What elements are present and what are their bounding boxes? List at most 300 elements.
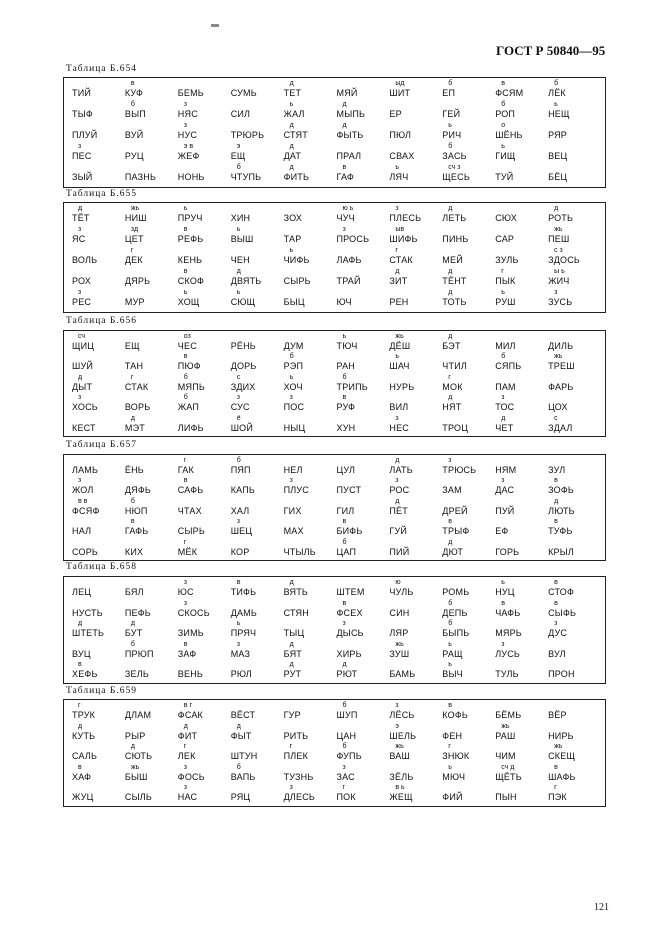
- syllable-word: ГЕЙ: [442, 109, 461, 119]
- mark-superscript: ь: [501, 143, 505, 150]
- table-cell: [72, 353, 125, 373]
- syllable-word: ФСЯМ: [495, 88, 524, 98]
- table-cell: [495, 415, 548, 435]
- table-cell: [72, 80, 125, 101]
- mark-superscript: д: [554, 497, 559, 505]
- syllable-word: ТЁТ: [72, 213, 90, 223]
- syllable-word: ГОРЬ: [495, 546, 520, 557]
- table-cell: [231, 164, 284, 185]
- table-caption: Таблица Б.657: [66, 440, 137, 450]
- syllable-word: ТУФЬ: [548, 526, 573, 537]
- syllable-word: РЯЦ: [230, 792, 251, 803]
- mark-superscript: ю ь: [342, 205, 354, 212]
- syllable-word: ПИЙ: [389, 546, 410, 557]
- syllable-word: ДЮТ: [442, 546, 464, 557]
- syllable-word: ПЕФЬ: [124, 607, 151, 618]
- table-cell: [495, 247, 548, 268]
- table-cell: [125, 80, 178, 101]
- syllable-word: ВАШ: [389, 751, 410, 762]
- mark-superscript: в: [130, 80, 135, 87]
- table-cell: [125, 498, 178, 518]
- syllable-word: ДЕПЬ: [442, 607, 468, 618]
- table-cell: [178, 80, 231, 101]
- mark-superscript: б: [448, 599, 453, 607]
- mark-superscript: ы ь: [554, 268, 565, 275]
- mark-superscript: ь: [448, 763, 452, 771]
- syllable-word: ТУЛЬ: [495, 669, 519, 680]
- mark-superscript: г: [448, 373, 451, 381]
- table-cell: [178, 477, 231, 497]
- syllable-word: СЯПЬ: [495, 361, 522, 372]
- table-cell: [72, 620, 125, 641]
- mark-superscript: г: [554, 784, 557, 792]
- table-cell: [231, 247, 284, 268]
- table-cell: [389, 641, 442, 662]
- syllable-word: КОР: [230, 546, 250, 557]
- table-cell: [337, 743, 390, 764]
- syllable-word: КАПЬ: [230, 485, 256, 496]
- table-cell: [125, 247, 178, 268]
- syllable-word: НЫЦ: [283, 422, 306, 433]
- table-cell: [389, 80, 442, 101]
- table-cell: [125, 661, 178, 682]
- table-cell: [442, 226, 495, 247]
- mark-superscript: д: [342, 661, 347, 669]
- mark-superscript: з: [78, 289, 82, 296]
- table-cell: [442, 743, 495, 764]
- table-cell: [548, 333, 601, 353]
- syllable-word: НЯТ: [442, 402, 462, 413]
- syllable-word: ПЁТ: [389, 505, 408, 516]
- syllable-word: ТРЕШ: [548, 361, 575, 372]
- syllable-word: НЯМ: [495, 465, 517, 475]
- table-cell: [495, 353, 548, 373]
- syllable-word: СУС: [230, 402, 250, 413]
- syllable-word: ДЕК: [124, 255, 143, 265]
- table-cell: [495, 122, 548, 143]
- table-cell: [442, 702, 495, 723]
- mark-superscript: ыв: [395, 226, 405, 233]
- syllable-word: БЫШ: [124, 771, 148, 782]
- mark-superscript: б: [448, 143, 453, 150]
- mark-superscript: з: [342, 620, 346, 628]
- table-cell: [231, 498, 284, 518]
- table-cell: [72, 784, 125, 805]
- mark-superscript: в: [448, 518, 453, 526]
- mark-superscript: г: [395, 247, 398, 254]
- mark-superscript: ь: [289, 373, 294, 381]
- syllable-word: ЗОХ: [283, 213, 303, 223]
- syllable-word: НУСТЬ: [72, 607, 103, 618]
- mark-superscript: з: [78, 143, 82, 150]
- syllable-word: ХИРЬ: [336, 648, 362, 659]
- mark-superscript: б: [501, 101, 506, 108]
- table-cell: [231, 122, 284, 143]
- syllable-word: ТЮЧ: [336, 341, 358, 351]
- mark-superscript: з: [554, 289, 558, 296]
- syllable-word: ФЕН: [442, 730, 463, 741]
- syllable-word: СКЕЩ: [548, 751, 576, 762]
- syllable-word: ДРЕЙ: [442, 505, 468, 516]
- table-cell: [495, 498, 548, 518]
- mark-superscript: ь: [236, 226, 241, 233]
- mark-superscript: б: [130, 101, 135, 108]
- mark-superscript: д: [395, 497, 400, 505]
- mark-superscript: ь: [395, 353, 400, 361]
- syllable-word: РЕС: [72, 297, 92, 307]
- syllable-word: РАЩ: [442, 648, 463, 659]
- syllable-word: ГУЙ: [389, 526, 408, 537]
- table-cell: [284, 394, 337, 414]
- syllable-word: БЁМЬ: [495, 710, 522, 720]
- table-cell: [72, 247, 125, 268]
- table-grid: [72, 333, 601, 436]
- syllable-word: ТИФЬ: [230, 587, 257, 597]
- mark-superscript: ь: [501, 289, 505, 296]
- mark-superscript: з: [395, 205, 399, 212]
- syllable-word: РОП: [495, 109, 516, 119]
- syllable-word: НЕС: [389, 422, 409, 433]
- table-cell: [284, 600, 337, 621]
- table-cell: [389, 477, 442, 497]
- table-cell: [231, 353, 284, 373]
- table-cell: [231, 394, 284, 414]
- mark-superscript: д: [78, 722, 83, 730]
- syllable-word: ЛЕК: [177, 751, 196, 762]
- syllable-word: ВЁР: [548, 710, 567, 720]
- syllable-word: КУТЬ: [72, 730, 96, 741]
- syllable-word: ПРЯЧ: [230, 628, 257, 639]
- syllable-word: ФУПЬ: [336, 751, 362, 762]
- table-cell: [284, 743, 337, 764]
- syllable-word: МАЗ: [230, 648, 251, 659]
- table-cell: [178, 143, 231, 164]
- syllable-word: ЖОЛ: [72, 485, 94, 496]
- table-cell: [125, 641, 178, 662]
- syllable-word: СТАК: [124, 381, 149, 392]
- table-cell: [178, 205, 231, 226]
- table-cell: [284, 661, 337, 682]
- mark-superscript: в: [130, 518, 135, 526]
- syllable-word: ДВЯТЬ: [230, 276, 262, 286]
- mark-superscript: жь: [554, 743, 563, 751]
- mark-superscript: жь: [554, 353, 563, 361]
- mark-superscript: сч: [78, 333, 86, 340]
- table-cell: [125, 477, 178, 497]
- syllable-word: ШТУН: [230, 751, 258, 762]
- syllable-word: ТАН: [124, 361, 144, 372]
- table-cell: [125, 101, 178, 122]
- mark-superscript: сч з: [448, 164, 461, 171]
- syllable-word: ЧЕС: [177, 341, 197, 351]
- table-cell: [495, 539, 548, 559]
- table-cell: [442, 353, 495, 373]
- table-cell: [72, 579, 125, 600]
- mark-superscript: з: [78, 394, 82, 402]
- table-cell: [125, 539, 178, 559]
- table-cell: [125, 743, 178, 764]
- table-cell: [442, 143, 495, 164]
- table-grid: [72, 205, 601, 312]
- syllable-word: ПЛУЙ: [72, 130, 98, 140]
- table-cell: [72, 226, 125, 247]
- table-cell: [337, 205, 390, 226]
- table-cell: [178, 164, 231, 185]
- mark-superscript: з: [501, 640, 505, 648]
- syllable-word: БЁЦ: [548, 172, 568, 182]
- mark-superscript: б: [554, 80, 559, 87]
- syllable-word: ВЕЦ: [548, 151, 568, 161]
- table-cell: [495, 333, 548, 353]
- table-cell: [548, 289, 601, 310]
- mark-superscript: з: [289, 784, 293, 792]
- syllable-word: ЗНЮК: [442, 751, 470, 762]
- syllable-word: ПИНЬ: [442, 234, 469, 244]
- syllable-word: ЦОХ: [548, 402, 568, 413]
- syllable-word: ЁНЬ: [124, 465, 144, 475]
- mark-superscript: в: [554, 763, 558, 771]
- syllable-word: ЗОФЬ: [548, 485, 574, 496]
- table-cell: [442, 620, 495, 641]
- table-cell: [495, 226, 548, 247]
- syllable-word: ТОС: [495, 402, 515, 413]
- syllable-word: МУР: [124, 297, 145, 307]
- syllable-word: ЖЕЩ: [389, 792, 413, 803]
- mark-superscript: б: [183, 394, 188, 402]
- syllable-word: РЕН: [389, 297, 409, 307]
- syllable-word: ЧЕТ: [495, 422, 514, 433]
- table-cell: [72, 205, 125, 226]
- syllable-word: ВИЛ: [389, 402, 409, 413]
- table-cell: [389, 498, 442, 518]
- table-grid: [72, 457, 601, 560]
- table-caption: Таблица Б.659: [66, 686, 137, 696]
- syllable-word: РЁНЬ: [230, 341, 256, 351]
- syllable-word: ПРОСЬ: [336, 234, 370, 244]
- mark-superscript: в: [342, 599, 347, 607]
- table-cell: [178, 723, 231, 744]
- syllable-word: НИРЬ: [548, 730, 574, 741]
- mark-superscript: д: [130, 414, 135, 422]
- table-cell: [548, 784, 601, 805]
- mark-superscript: д: [289, 164, 294, 171]
- syllable-word: ФИТ: [177, 730, 198, 741]
- table-cell: [284, 353, 337, 373]
- syllable-word: ШЕЛЬ: [389, 730, 417, 741]
- table-cell: [231, 415, 284, 435]
- table-cell: [231, 600, 284, 621]
- mark-superscript: ь: [289, 101, 294, 108]
- syllable-word: ФСЯФ: [72, 505, 100, 516]
- mark-superscript: д: [289, 661, 294, 669]
- mark-superscript: ь: [448, 122, 452, 129]
- table-cell: [548, 641, 601, 662]
- syllable-word: ЗАС: [336, 771, 355, 782]
- syllable-word: ТРОЦ: [442, 422, 469, 433]
- table-cell: [178, 289, 231, 310]
- mark-superscript: д: [342, 101, 347, 108]
- syllable-word: СВАХ: [389, 151, 415, 161]
- mark-superscript: з: [183, 784, 188, 792]
- syllable-word: РУЦ: [124, 151, 144, 161]
- mark-superscript: б: [183, 373, 188, 381]
- syllable-word: ВЯТЬ: [283, 587, 309, 597]
- mark-superscript: з: [183, 579, 188, 586]
- table-cell: [178, 661, 231, 682]
- table-cell: [231, 477, 284, 497]
- table-cell: [337, 333, 390, 353]
- syllable-word: ПЕШ: [548, 234, 570, 244]
- table-cell: [548, 518, 601, 538]
- table-cell: [125, 723, 178, 744]
- mark-superscript: з: [501, 477, 505, 485]
- mark-superscript: д: [78, 373, 83, 381]
- mark-superscript: в: [501, 80, 505, 87]
- syllable-word: ЛАТЬ: [389, 465, 413, 475]
- table-cell: [178, 333, 231, 353]
- mark-superscript: в: [342, 518, 347, 526]
- syllable-word: ДЁШ: [389, 341, 411, 351]
- syllable-word: ЦАН: [336, 730, 357, 741]
- syllable-word: ШУЙ: [72, 361, 94, 372]
- table-cell: [389, 247, 442, 268]
- mark-superscript: д: [130, 743, 135, 751]
- syllable-word: ХОЧ: [283, 381, 303, 392]
- syllable-word: ВЁСТ: [230, 710, 256, 720]
- table-cell: [125, 333, 178, 353]
- table-cell: [548, 226, 601, 247]
- table-cell: [72, 518, 125, 538]
- mark-superscript: г: [501, 268, 504, 275]
- mark-superscript: ь: [448, 640, 452, 648]
- mark-superscript: д: [395, 268, 400, 275]
- table-cell: [231, 539, 284, 559]
- syllable-word: ХАЛ: [230, 505, 250, 516]
- syllable-word: ХАФ: [72, 771, 92, 782]
- mark-superscript: з: [236, 518, 240, 526]
- mark-superscript: з: [448, 457, 452, 464]
- syllable-word: ЛЁК: [548, 88, 566, 98]
- syllable-word: ЧАФЬ: [495, 607, 521, 618]
- syllable-word: СКОФ: [177, 276, 205, 286]
- mark-superscript: в: [554, 518, 558, 526]
- syllable-word: ПЮЛ: [389, 130, 412, 140]
- table-cell: [337, 394, 390, 414]
- mark-superscript: ь: [448, 661, 452, 669]
- table-cell: [548, 539, 601, 559]
- table-cell: [284, 784, 337, 805]
- table-box: [63, 454, 606, 561]
- mark-superscript: ь: [289, 247, 294, 254]
- syllable-word: ЯС: [72, 234, 86, 244]
- syllable-word: ЛЯР: [389, 628, 409, 639]
- syllable-word: ШТЕТЬ: [72, 628, 105, 639]
- table-cell: [178, 101, 231, 122]
- table-cell: [389, 143, 442, 164]
- syllable-word: ЧУЧ: [336, 213, 355, 223]
- table-grid: [72, 702, 601, 806]
- mark-superscript: б: [236, 164, 241, 171]
- mark-superscript: д: [342, 122, 347, 129]
- syllable-word: ЗУШ: [389, 648, 410, 659]
- syllable-word: КОФЬ: [442, 710, 468, 720]
- syllable-word: ПУСТ: [336, 485, 362, 496]
- syllable-word: НЮП: [124, 505, 148, 516]
- mark-superscript: д: [236, 268, 241, 275]
- table-cell: [548, 457, 601, 477]
- table-caption: Таблица Б.656: [66, 316, 137, 326]
- syllable-word: ПРАЛ: [336, 151, 362, 161]
- syllable-word: ПЯП: [230, 465, 251, 475]
- table-cell: [72, 122, 125, 143]
- table-cell: [442, 784, 495, 805]
- syllable-word: КЕСТ: [72, 422, 96, 433]
- table-cell: [442, 477, 495, 497]
- table-cell: [389, 600, 442, 621]
- mark-superscript: д: [395, 457, 400, 464]
- table-cell: [442, 457, 495, 477]
- syllable-word: ТУЙ: [495, 172, 514, 182]
- syllable-word: ЧИМ: [495, 751, 516, 762]
- mark-superscript: в: [448, 702, 453, 709]
- syllable-word: ЗЁЛЬ: [389, 771, 414, 782]
- table-cell: [495, 579, 548, 600]
- table-cell: [284, 579, 337, 600]
- mark-superscript: д: [289, 122, 294, 129]
- syllable-word: ТУЗНЬ: [283, 771, 314, 782]
- syllable-word: ВАПЬ: [230, 771, 256, 782]
- table-cell: [231, 620, 284, 641]
- syllable-word: НОНЬ: [177, 172, 205, 182]
- syllable-word: ТРЮРЬ: [230, 130, 265, 140]
- table-cell: [284, 702, 337, 723]
- syllable-word: СТОФ: [548, 587, 575, 597]
- syllable-word: ШАФЬ: [548, 771, 576, 782]
- table-cell: [442, 764, 495, 785]
- table-cell: [442, 80, 495, 101]
- table-cell: [178, 579, 231, 600]
- syllable-word: ХЕФЬ: [72, 669, 98, 680]
- syllable-word: ЦАП: [336, 546, 357, 557]
- syllable-word: ФСАК: [177, 710, 203, 720]
- table-cell: [548, 268, 601, 289]
- table-cell: [178, 353, 231, 373]
- table-cell: [495, 641, 548, 662]
- table-cell: [72, 415, 125, 435]
- syllable-word: ДИЛЬ: [548, 341, 574, 351]
- table-cell: [72, 743, 125, 764]
- table-cell: [284, 333, 337, 353]
- table-cell: [337, 518, 390, 538]
- mark-superscript: в: [236, 579, 241, 586]
- table-cell: [337, 661, 390, 682]
- syllable-word: ЗУЛ: [548, 465, 566, 475]
- syllable-word: РЮТ: [336, 669, 358, 680]
- table-cell: [548, 743, 601, 764]
- syllable-word: ЗАСЬ: [442, 151, 467, 161]
- scan-mark: [211, 24, 219, 27]
- syllable-word: ЛИФЬ: [177, 422, 204, 433]
- table-cell: [389, 764, 442, 785]
- syllable-word: ФАРЬ: [548, 381, 574, 392]
- table-cell: [495, 743, 548, 764]
- table-cell: [231, 268, 284, 289]
- table-cell: [495, 600, 548, 621]
- syllable-word: САЛЬ: [72, 751, 98, 762]
- mark-superscript: зд: [130, 226, 139, 233]
- syllable-word: ЗАМ: [442, 485, 462, 496]
- table-cell: [495, 101, 548, 122]
